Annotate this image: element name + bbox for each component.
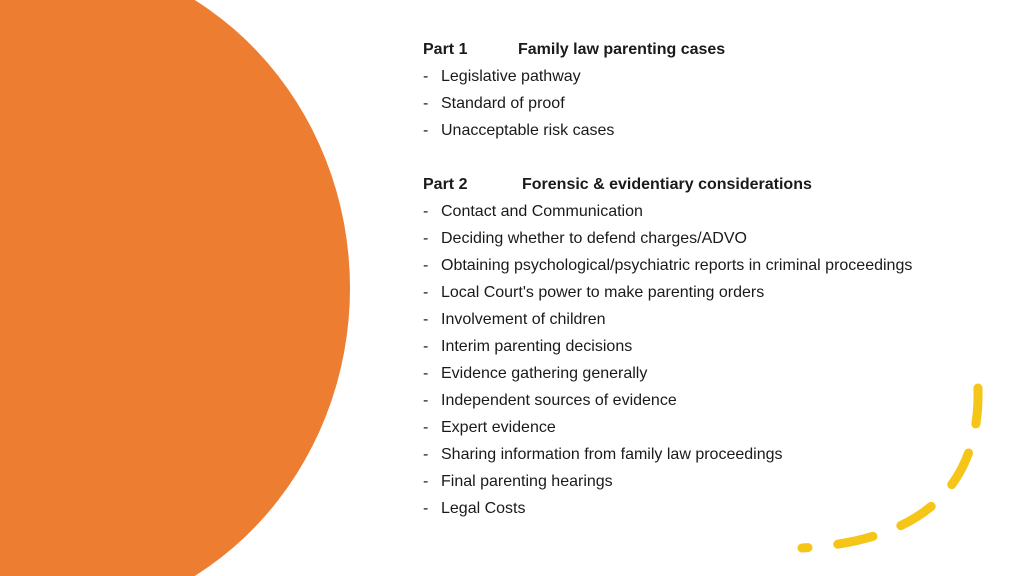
list-item bbox=[423, 279, 1003, 306]
list-item bbox=[423, 495, 1003, 522]
bullet-dash: - bbox=[423, 500, 429, 517]
bullet-dash: - bbox=[423, 122, 429, 139]
list-item-label: Expert evidence bbox=[441, 419, 556, 436]
bullet-dash: - bbox=[423, 419, 429, 436]
bullet-dash: - bbox=[423, 95, 429, 112]
list-item bbox=[423, 198, 1003, 225]
part1-label: Part 1 bbox=[423, 41, 468, 58]
bullet-dash: - bbox=[423, 473, 429, 490]
bullet-dash: - bbox=[423, 365, 429, 382]
list-item-label: Standard of proof bbox=[441, 95, 565, 112]
list-item bbox=[423, 306, 1003, 333]
list-item-label: Legal Costs bbox=[441, 500, 526, 517]
bullet-dash: - bbox=[423, 392, 429, 409]
part2-list bbox=[423, 198, 1003, 522]
list-item bbox=[423, 117, 1003, 144]
part2-heading bbox=[423, 171, 1003, 198]
part2-title: Forensic & evidentiary considerations bbox=[522, 176, 812, 193]
list-item bbox=[423, 468, 1003, 495]
list-item-label: Evidence gathering generally bbox=[441, 365, 648, 382]
list-item bbox=[423, 441, 1003, 468]
list-item-label: Sharing information from family law proceedings bbox=[441, 446, 783, 463]
bullet-dash: - bbox=[423, 257, 429, 274]
bullet-dash: - bbox=[423, 446, 429, 463]
agenda-content bbox=[423, 36, 1003, 522]
list-item-label: Legislative pathway bbox=[441, 68, 581, 85]
list-item-label: Interim parenting decisions bbox=[441, 338, 633, 355]
list-item bbox=[423, 387, 1003, 414]
part1-title: Family law parenting cases bbox=[518, 41, 726, 58]
bullet-dash: - bbox=[423, 338, 429, 355]
list-item-label: Involvement of children bbox=[441, 311, 606, 328]
bullet-dash: - bbox=[423, 68, 429, 85]
bullet-dash: - bbox=[423, 311, 429, 328]
list-item-label: Final parenting hearings bbox=[441, 473, 613, 490]
section-spacer bbox=[423, 144, 1003, 171]
list-item-label: Local Court's power to make parenting orders bbox=[441, 284, 765, 301]
list-item-label: Deciding whether to defend charges/ADVO bbox=[441, 230, 747, 247]
list-item-label: Obtaining psychological/psychiatric reports in criminal proceedings bbox=[441, 257, 913, 274]
bullet-dash: - bbox=[423, 203, 429, 220]
part1-heading bbox=[423, 36, 1003, 63]
bullet-dash: - bbox=[423, 230, 429, 247]
list-item bbox=[423, 414, 1003, 441]
list-item bbox=[423, 90, 1003, 117]
list-item bbox=[423, 225, 1003, 252]
list-item-label: Independent sources of evidence bbox=[441, 392, 677, 409]
part1-list bbox=[423, 63, 1003, 144]
part2-label: Part 2 bbox=[423, 176, 468, 193]
list-item-label: Contact and Communication bbox=[441, 203, 643, 220]
list-item-label: Unacceptable risk cases bbox=[441, 122, 615, 139]
list-item bbox=[423, 252, 1003, 279]
list-item bbox=[423, 360, 1003, 387]
orange-circle-decoration bbox=[0, 0, 350, 576]
bullet-dash: - bbox=[423, 284, 429, 301]
list-item bbox=[423, 333, 1003, 360]
list-item bbox=[423, 63, 1003, 90]
